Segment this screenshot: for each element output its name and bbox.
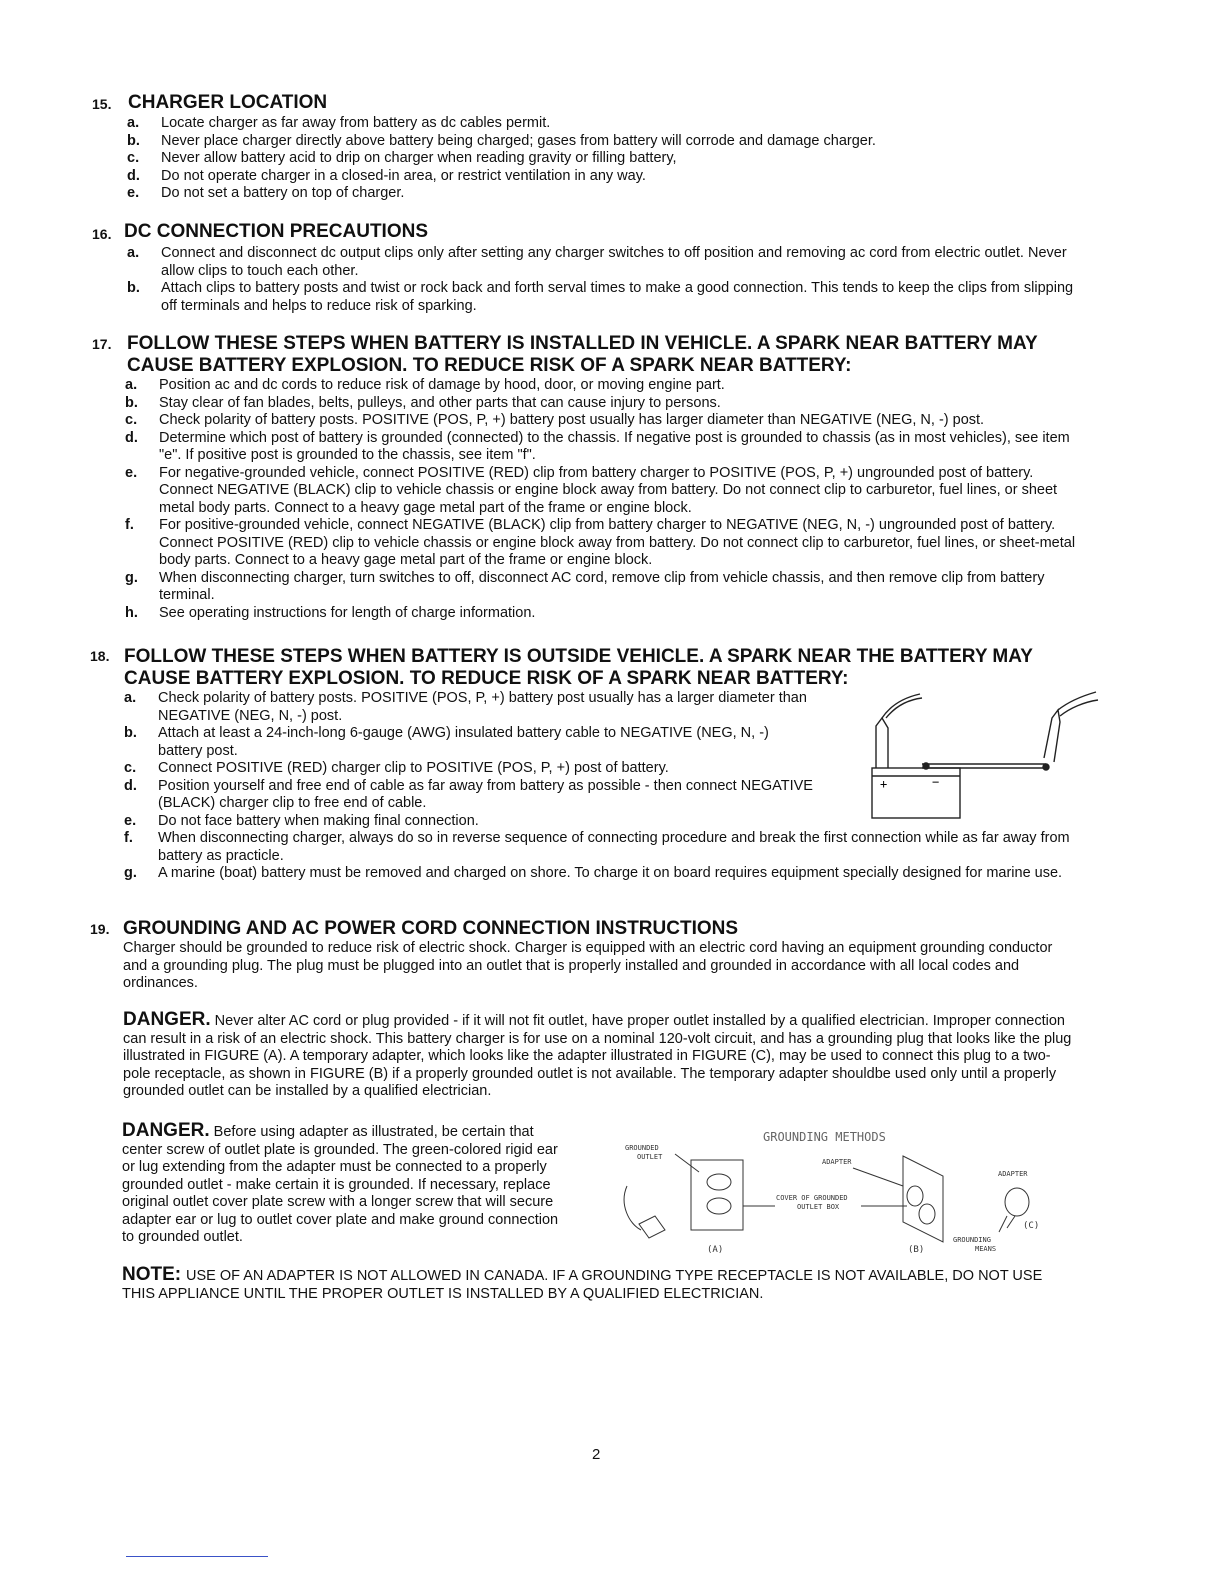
list-item: f. When disconnecting charger, always do so in reverse sequence of connecting procedure and break the first connection while as far away from battery as practicle. [124,830,1070,864]
list-item: b. Never place charger directly above battery being charged; gases from battery will corrode and damage charger. [127,132,876,149]
note-label: NOTE: [122,1264,182,1285]
danger-label: DANGER. [122,1120,210,1141]
figure-title: GROUNDING METHODS [763,1130,886,1144]
list-item: a. Position ac and dc cords to reduce risk of damage by hood, door, or moving engine part. [125,377,725,393]
section-heading-line2: CAUSE BATTERY EXPLOSION. TO REDUCE RISK OF A SPARK NEAR BATTERY: [127,355,852,376]
section-number: 18. [90,648,110,664]
section-number: 15. [92,96,112,112]
list-item: f. For positive-grounded vehicle, connect NEGATIVE (BLACK) clip from battery charger to NEGATIVE (NEG, N, -) ungrounded post of battery. Connect POSITIVE (RED) clip to vehicle chassis or engine block away from battery. Do not connect clip to carburetor, fuel lines, or sheet-metal body parts. Connect to a heavy gage metal part of the frame or engine block. [125,517,1076,568]
svg-text:ADAPTER: ADAPTER [998,1170,1028,1178]
item-list-wide [124,830,1089,883]
list-item: e. Do not set a battery on top of charger. [127,185,405,201]
section-number: 17. [92,336,112,352]
section-heading: GROUNDING AND AC POWER CORD CONNECTION INSTRUCTIONS [123,918,739,939]
figure-label-c: (C) [1023,1221,1040,1231]
item-list [125,377,1090,622]
list-item: g. A marine (boat) battery must be removed and charged on shore. To charge it on board requires equipment specially designed for marine use. [124,865,1063,881]
list-item: c. Never allow battery acid to drip on charger when reading gravity or filling battery, [127,150,677,166]
item-list [127,115,1077,203]
figure-label-a: (A) [707,1245,724,1255]
battery-cable-illustration [862,688,1102,823]
figure-label-b: (B) [908,1245,925,1255]
list-item: b. Attach clips to battery posts and twist or rock back and forth serval times to make a good connection. This tends to keep the clips from slipping off terminals and helps to reduce risk of sparking. [127,280,1074,314]
list-item: g. When disconnecting charger, turn switches to off, disconnect AC cord, remove clip from vehicle chassis, and then remove clip from battery terminal. [125,569,1045,603]
item-list [124,690,814,830]
list-item: c. Check polarity of battery posts. POSITIVE (POS, P, +) battery post usually has larger diameter than NEGATIVE (NEG, N, -) post. [125,412,985,428]
list-item: a. Locate charger as far away from battery as dc cables permit. [127,115,551,131]
list-item: d. Position yourself and free end of cable as far away from battery as possible - then connect NEGATIVE (BLACK) charger clip to free end of cable. [124,777,813,811]
section-heading: DC CONNECTION PRECAUTIONS [124,221,429,242]
list-item: e. Do not face battery when making final connection. [124,812,479,829]
svg-text:COVER OF GROUNDED: COVER OF GROUNDED [776,1194,848,1202]
svg-text:OUTLET: OUTLET [637,1153,663,1161]
list-item: a. Check polarity of battery posts. POSITIVE (POS, P, +) battery post usually has a larger diameter than NEGATIVE (NEG, N, -) post. [124,690,807,724]
list-item: b. Stay clear of fan blades, belts, pulleys, and other parts that can cause injury to persons. [125,394,721,411]
list-item: a. Connect and disconnect dc output clips only after setting any charger switches to off position and removing ac cord from electric outlet. Never allow clips to touch each other. [127,245,1067,279]
list-item: h. See operating instructions for length of charge information. [125,604,536,621]
item-list [127,245,1077,315]
list-item: b. Attach at least a 24-inch-long 6-gauge (AWG) insulated battery cable to NEGATIVE (NEG, N, -) battery post. [124,725,769,759]
plus-sign: + [880,777,888,791]
grounding-intro: Charger should be grounded to reduce risk of electric shock. Charger is equipped with an electric cord having an equipment grounding conductor and a grounding plug. The plug must be plugged into an outlet that is properly installed and grounded in accordance with all local codes and ordinances. [123,940,1053,991]
list-item: d. Do not operate charger in a closed-in area, or restrict ventilation in any way. [127,167,646,184]
section-heading: CHARGER LOCATION [128,92,328,113]
bottom-rule [126,1556,268,1557]
list-item: c. Connect POSITIVE (RED) charger clip to POSITIVE (POS, P, +) post of battery. [124,760,669,776]
list-item: e. For negative-grounded vehicle, connect POSITIVE (RED) clip from battery charger to POSITIVE (POS, P, +) ungrounded post of battery. Connect NEGATIVE (BLACK) clip to vehicle chassis or engine block away from battery. Do not connect clip to carburetor, fuel lines, or sheet metal body parts. Connect to a heavy gage metal part of the frame or engine block. [125,464,1058,516]
danger-paragraph-2: DANGER. Before using adapter as illustrated, be certain that center screw of outlet plate is grounded. The green-colored rigid ear or lug extending from the adapter must be connected to a properly grounded outlet - make certain it is grounded. If necessary, replace original outlet cover plate screw with a longer screw that will secure adapter ear or lug to outlet cover plate and make ground connection to grounded outlet. [122,1120,559,1245]
section-heading: FOLLOW THESE STEPS WHEN BATTERY IS OUTSIDE VEHICLE. A SPARK NEAR THE BATTERY MAY [124,646,1033,667]
svg-text:MEANS: MEANS [975,1245,997,1253]
section-number: 19. [90,921,110,937]
page-number: 2 [592,1446,601,1463]
list-item: d. Determine which post of battery is grounded (connected) to the chassis. If negative post is grounded to chassis (as in most vehicles), see item "e". If positive post is grounded to the chassis, see item "f". [125,429,1070,463]
svg-text:GROUNDING: GROUNDING [953,1236,991,1244]
minus-sign: − [932,775,940,789]
danger-paragraph-1: DANGER. Never alter AC cord or plug provided - if it will not fit outlet, have proper outlet installed by a qualified electrician. Improper connection can result in a risk of an electric shock. This battery charger is for use on a nominal 120-volt circuit, and has a grounding plug that looks like the plug illustrated in FIGURE (A). A temporary adapter, which looks like the adapter illustrated in FIGURE (C), may be used to connect this plug to a two-pole receptacle, as shown in FIGURE (B) if a properly grounded outlet is not available. The temporary adapter shouldbe used only until a properly grounded outlet can be installed by a qualified electrician. [123,1009,1072,1099]
svg-text:ADAPTER: ADAPTER [822,1158,852,1166]
section-number: 16. [92,226,112,242]
note-paragraph: NOTE: USE OF AN ADAPTER IS NOT ALLOWED IN CANADA. IF A GROUNDING TYPE RECEPTACLE IS NOT AVAILABLE, DO NOT USE THIS APPLIANCE UNTIL THE PROPER OUTLET IS INSTALLED BY A QUALIFIED ELECTRICIAN. [122,1264,1043,1302]
danger-label: DANGER. [123,1009,211,1030]
section-heading: FOLLOW THESE STEPS WHEN BATTERY IS INSTALLED IN VEHICLE. A SPARK NEAR BATTERY MAY [127,333,1038,354]
section-heading-line2: CAUSE BATTERY EXPLOSION. TO REDUCE RISK OF A SPARK NEAR BATTERY: [124,668,849,689]
grounding-methods-figure [615,1124,1055,1258]
svg-text:GROUNDED: GROUNDED [625,1144,659,1152]
svg-text:OUTLET BOX: OUTLET BOX [797,1203,840,1211]
